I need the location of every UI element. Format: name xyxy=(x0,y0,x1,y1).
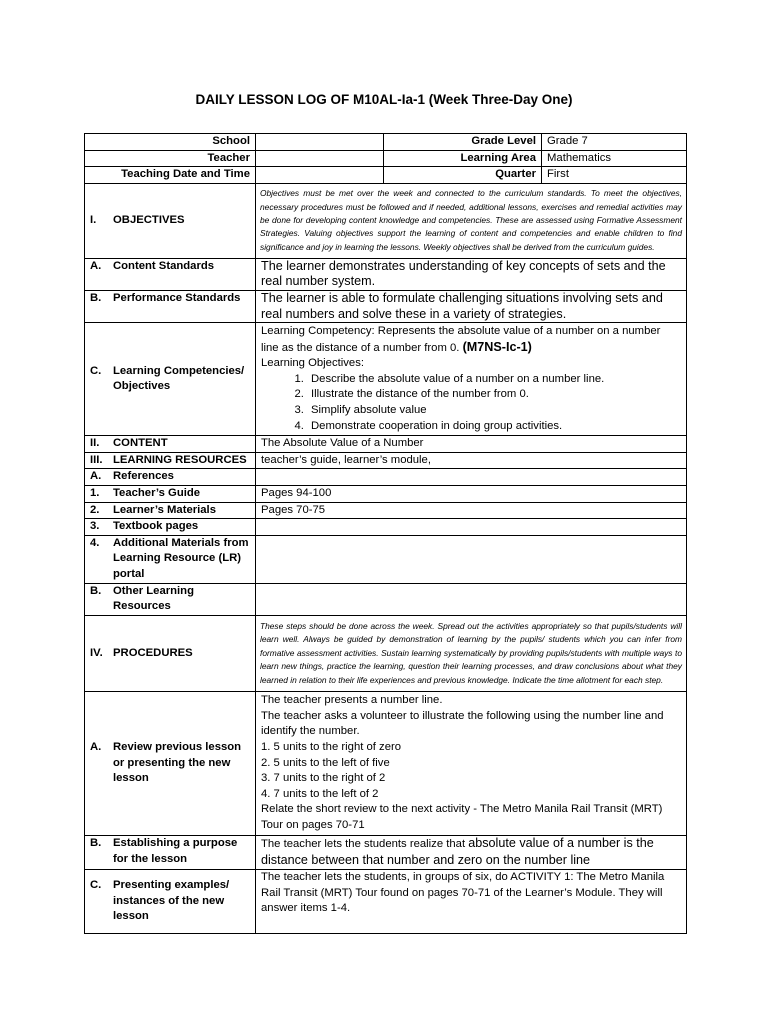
other-resources-label: Other Learning Resources xyxy=(113,584,194,613)
additional-materials-row xyxy=(85,535,687,583)
list-item: 1. Describe the absolute value of a number on a number line. xyxy=(307,372,681,388)
learning-area-label: Learning Area xyxy=(384,150,542,167)
competencies-label: Learning Competencies/ Objectives xyxy=(113,364,245,393)
textbook-pages-row xyxy=(85,519,687,536)
content-standards-text: The learner demonstrates understanding of key concepts of sets and the real number system. xyxy=(256,258,687,290)
list-item: 3. Simplify absolute value xyxy=(307,403,681,419)
performance-standards-label: Performance Standards xyxy=(113,291,241,304)
performance-standards-row xyxy=(85,290,687,322)
section-number: 3. xyxy=(90,520,100,533)
learning-objectives-list xyxy=(261,372,681,434)
teachers-guide-label: Teacher’s Guide xyxy=(113,486,201,499)
learners-materials-text: Pages 70-75 xyxy=(256,502,687,519)
purpose-label: Establishing a purpose for the lesson xyxy=(113,836,238,865)
review-line: Relate the short review to the next activity - The Metro Manila Rail Transit (MRT) Tour on pages 70-71 xyxy=(261,803,663,831)
other-resources-row xyxy=(85,583,687,615)
objectives-row xyxy=(85,183,687,258)
references-row xyxy=(85,469,687,486)
purpose-text: The teacher lets the students realize that xyxy=(261,837,469,850)
other-resources-value xyxy=(256,583,687,615)
examples-label: Presenting examples/ instances of the new lesson xyxy=(113,879,230,923)
textbook-pages-label: Textbook pages xyxy=(113,520,199,533)
content-row xyxy=(85,436,687,453)
purpose-row xyxy=(85,835,687,869)
procedures-note: These steps should be done across the week. Spread out the activities appropriately so that pupils/students will learn well. Always be guided by demonstration of learning by the pupils/ students which you can infer from formative assessment activities. Sustain learning systematically by providing pupils/students with multiple ways to learn new things, practice the learning, question their learning processes, and draw conclusions about what they learned in relation to their life experiences and previous knowledge. Indicate the time allotment for each step. xyxy=(256,615,687,691)
teacher-value[interactable] xyxy=(256,150,384,167)
review-content xyxy=(256,691,687,835)
section-number: A. xyxy=(90,470,102,483)
learning-competency-text: Learning Competency: Represents the absolute value of a number on a number line as the distance of a number from 0. xyxy=(261,325,661,354)
review-row xyxy=(85,691,687,835)
grade-level-value: Grade 7 xyxy=(542,134,687,151)
learners-materials-row xyxy=(85,502,687,519)
references-value xyxy=(256,469,687,486)
learning-resources-row xyxy=(85,452,687,469)
section-number: IV. xyxy=(90,646,103,659)
review-line: 4. 7 units to the left of 2 xyxy=(261,787,379,800)
section-number: B. xyxy=(90,584,102,597)
section-number: II. xyxy=(90,437,100,450)
section-number: B. xyxy=(90,291,102,304)
header-row-school xyxy=(85,134,687,151)
review-line: 2. 5 units to the left of five xyxy=(261,756,390,769)
learners-materials-label: Learner’s Materials xyxy=(113,503,216,516)
learning-objectives-heading: Learning Objectives: xyxy=(261,357,364,370)
grade-level-label: Grade Level xyxy=(384,134,542,151)
performance-standards-text: The learner is able to formulate challenging situations involving sets and real numbers and solve these in a variety of strategies. xyxy=(256,290,687,322)
references-label: References xyxy=(113,470,174,483)
additional-materials-value xyxy=(256,535,687,583)
section-number: B. xyxy=(90,836,102,849)
teachers-guide-text: Pages 94-100 xyxy=(256,485,687,502)
page-title: DAILY LESSON LOG OF M10AL-Ia-1 (Week Three-Day One) xyxy=(195,92,573,107)
teacher-label: Teacher xyxy=(85,150,256,167)
section-number: III. xyxy=(90,453,103,466)
review-line: The teacher asks a volunteer to illustrate the following using the number line and identify the number. xyxy=(261,709,664,738)
purpose-emphasis: absolute value of a number is the distance between that number and zero on the number line xyxy=(261,835,654,867)
purpose-content xyxy=(256,835,687,869)
competency-code: (M7NS-Ic-1) xyxy=(462,339,532,354)
teaching-date-label: Teaching Date and Time xyxy=(85,167,256,184)
teaching-date-value[interactable] xyxy=(256,167,384,184)
learning-resources-label: LEARNING RESOURCES xyxy=(113,453,247,466)
section-number: A. xyxy=(90,741,102,754)
section-number: 1. xyxy=(90,486,100,499)
teachers-guide-row xyxy=(85,485,687,502)
review-line: 1. 5 units to the right of zero xyxy=(261,741,402,754)
additional-materials-label: Additional Materials from Learning Resource (LR) portal xyxy=(113,536,249,581)
header-row-date xyxy=(85,167,687,184)
section-number: 4. xyxy=(90,536,100,549)
section-number: C. xyxy=(90,879,102,892)
lesson-log-table xyxy=(84,133,687,934)
section-number: I. xyxy=(90,213,97,226)
content-label: CONTENT xyxy=(113,437,168,450)
section-number: C. xyxy=(90,364,102,377)
content-standards-row xyxy=(85,258,687,290)
examples-row xyxy=(85,870,687,934)
list-item: 4. Demonstrate cooperation in doing group activities. xyxy=(307,419,681,435)
school-label: School xyxy=(85,134,256,151)
procedures-row xyxy=(85,615,687,691)
section-number: A. xyxy=(90,259,102,272)
review-line: The teacher presents a number line. xyxy=(261,694,443,707)
objectives-label: OBJECTIVES xyxy=(113,213,185,226)
section-number: 2. xyxy=(90,503,100,516)
objectives-note: Objectives must be met over the week and connected to the curriculum standards. To meet the objectives, necessary procedures must be followed and if needed, additional lessons, exercises and remedial activities may be done for developing content knowledge and competencies. These are assessed using Formative Assessment Strategies. Valuing objectives support the learning of content and competencies and enable children to find significance and joy in learning the lessons. Weekly objectives shall be derived from the curriculum guides. xyxy=(256,183,687,258)
competencies-row xyxy=(85,323,687,436)
review-label: Review previous lesson or presenting the new lesson xyxy=(113,741,242,785)
review-line: 3. 7 units to the right of 2 xyxy=(261,772,386,785)
procedures-label: PROCEDURES xyxy=(113,646,193,659)
school-value[interactable] xyxy=(256,134,384,151)
competencies-content xyxy=(256,323,687,436)
learning-resources-text: teacher’s guide, learner’s module, xyxy=(256,452,687,469)
learning-area-value: Mathematics xyxy=(542,150,687,167)
textbook-pages-value xyxy=(256,519,687,536)
header-row-teacher xyxy=(85,150,687,167)
content-standards-label: Content Standards xyxy=(113,259,215,272)
examples-text: The teacher lets the students, in groups of six, do ACTIVITY 1: The Metro Manila Rail Transit (MRT) Tour found on pages 70-71 of the Learner’s Module. They will answer items 1-4. xyxy=(256,870,687,934)
content-text: The Absolute Value of a Number xyxy=(256,436,687,453)
quarter-value: First xyxy=(542,167,687,184)
quarter-label: Quarter xyxy=(384,167,542,184)
list-item: 2. Illustrate the distance of the number from 0. xyxy=(307,387,681,403)
